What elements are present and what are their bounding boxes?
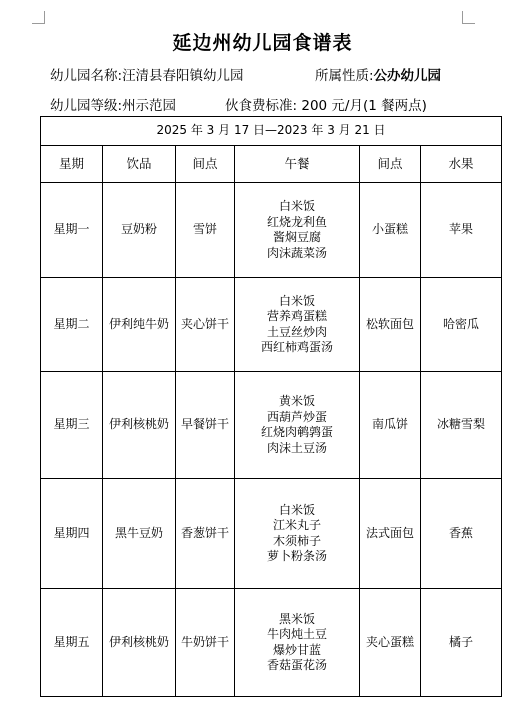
weekday-cell: 星期一	[41, 183, 103, 278]
table-row	[41, 278, 502, 372]
table-row	[41, 589, 502, 697]
lunch-cell	[235, 479, 360, 589]
lunch-item: 西葫芦炒蛋	[266, 409, 327, 424]
date-range: 2025 年 3 月 17 日—2023 年 3 月 21 日	[41, 117, 502, 146]
snack-am-cell: 夹心饼干	[176, 278, 235, 372]
lunch-item: 牛肉炖土豆	[266, 627, 327, 641]
menu-table	[40, 116, 502, 697]
weekday-cell: 星期四	[41, 479, 103, 589]
lunch-item: 肉沫土豆汤	[266, 440, 327, 455]
lunch-cell	[235, 372, 360, 479]
lunch-item: 爆炒甘蓝	[272, 642, 321, 657]
lunch-item: 肉沫蔬菜汤	[266, 245, 327, 260]
lunch-item: 黑米饭	[278, 611, 315, 626]
lunch-item: 土豆丝炒肉	[266, 324, 327, 339]
kindergarten-name-value: 汪清县春阳镇幼儿园	[122, 68, 244, 84]
kindergarten-type-label: 所属性质:	[315, 68, 374, 84]
snack-pm-cell: 夹心蛋糕	[360, 589, 421, 697]
lunch-item: 红烧龙利鱼	[266, 214, 327, 229]
header-fruit: 水果	[421, 146, 502, 183]
lunch-cell	[235, 183, 360, 278]
page-corner-mark-left	[32, 11, 45, 24]
snack-pm-cell: 小蛋糕	[360, 183, 421, 278]
header-lunch: 午餐	[235, 146, 360, 183]
snack-am-cell: 早餐饼干	[176, 372, 235, 479]
kindergarten-grade-value: 州示范园	[122, 98, 177, 114]
snack-pm-cell: 松软面包	[360, 278, 421, 372]
lunch-item: 红烧肉鹌鹑蛋	[260, 425, 333, 439]
meal-fee-value: 200 元/月(1 餐两点)	[301, 98, 427, 114]
header-snack-pm: 间点	[360, 146, 421, 183]
kindergarten-type-value: 公办幼儿园	[373, 68, 442, 84]
snack-am-cell: 香葱饼干	[176, 479, 235, 589]
drink-cell: 伊利纯牛奶	[103, 278, 176, 372]
fruit-cell: 橘子	[421, 589, 502, 697]
drink-cell: 伊利核桃奶	[103, 372, 176, 479]
fruit-cell: 哈密瓜	[421, 278, 502, 372]
kindergarten-grade	[50, 94, 176, 114]
snack-pm-cell: 南瓜饼	[360, 372, 421, 479]
kindergarten-name-label: 幼儿园名称:	[50, 68, 123, 84]
kindergarten-name	[50, 64, 244, 84]
snack-pm-cell: 法式面包	[360, 479, 421, 589]
fruit-cell: 苹果	[421, 183, 502, 278]
drink-cell: 黑牛豆奶	[103, 479, 176, 589]
snack-am-cell: 牛奶饼干	[176, 589, 235, 697]
lunch-cell	[235, 589, 360, 697]
fruit-cell: 冰糖雪梨	[421, 372, 502, 479]
lunch-item: 黄米饭	[278, 394, 315, 408]
table-row	[41, 183, 502, 278]
lunch-item: 木须柿子	[272, 533, 321, 548]
weekday-cell: 星期五	[41, 589, 103, 697]
lunch-item: 白米饭	[278, 502, 315, 517]
snack-am-cell: 雪饼	[176, 183, 235, 278]
kindergarten-type	[315, 64, 441, 84]
header-weekday: 星期	[41, 146, 103, 183]
lunch-item: 萝卜粉条汤	[266, 549, 327, 563]
header-snack-am: 间点	[176, 146, 235, 183]
drink-cell: 豆奶粉	[103, 183, 176, 278]
drink-cell: 伊利核桃奶	[103, 589, 176, 697]
weekday-cell: 星期三	[41, 372, 103, 479]
weekday-cell: 星期二	[41, 278, 103, 372]
header-row	[41, 146, 502, 183]
lunch-item: 营养鸡蛋糕	[266, 309, 327, 323]
date-range-row	[41, 117, 502, 146]
meal-fee-label: 伙食费标准:	[225, 98, 298, 114]
kindergarten-grade-label: 幼儿园等级:	[50, 98, 123, 114]
page-title: 延边州幼儿园食谱表	[172, 32, 353, 54]
meal-fee	[225, 94, 427, 114]
lunch-item: 酱焖豆腐	[272, 230, 321, 244]
lunch-item: 白米饭	[278, 199, 315, 213]
page-corner-mark-right	[462, 11, 475, 24]
fruit-cell: 香蕉	[421, 479, 502, 589]
header-drink: 饮品	[103, 146, 176, 183]
lunch-item: 白米饭	[278, 293, 315, 308]
table-row	[41, 479, 502, 589]
table-row	[41, 372, 502, 479]
lunch-item: 香菇蛋花汤	[266, 658, 327, 672]
lunch-cell	[235, 278, 360, 372]
lunch-item: 西红柿鸡蛋汤	[260, 340, 333, 354]
lunch-item: 江米丸子	[272, 518, 321, 532]
